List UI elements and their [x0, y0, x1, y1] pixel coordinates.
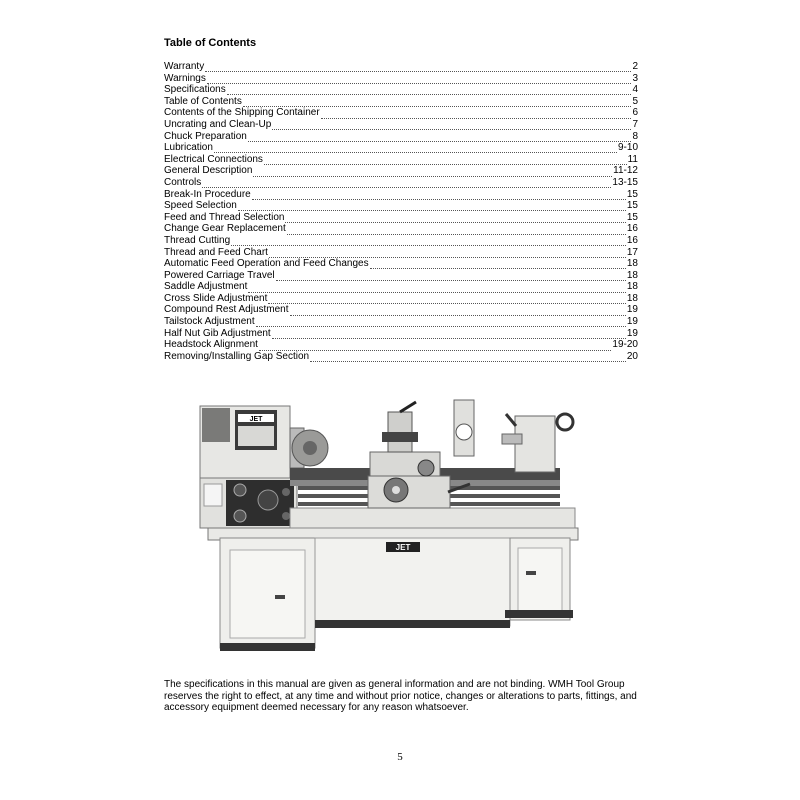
toc-entry-page: 19 — [626, 304, 638, 316]
toc-entry-label: Warnings — [164, 72, 206, 84]
toc-entry-label: Uncrating and Clean-Up — [164, 118, 272, 130]
toc-leader-dots — [231, 237, 626, 246]
toc-entry-page: 8 — [632, 130, 638, 142]
toc-entry — [164, 223, 638, 235]
toc-leader-dots — [202, 179, 611, 188]
toc-entry — [164, 328, 638, 340]
toc-entry-label: Feed and Thread Selection — [164, 211, 285, 223]
toc-entry-label: Compound Rest Adjustment — [164, 304, 289, 316]
toc-title: Table of Contents — [164, 37, 257, 49]
toc-entry — [164, 73, 638, 85]
disclaimer-text: The specifications in this manual are given as general information and are not binding. WMH Tool Group reserves the right to effect, at any time and without prior notice, changes or alterations to parts, fittings, and accessory equipment deemed necessary for any reason whatsoever. — [164, 679, 637, 714]
toc-entry-label: Lubrication — [164, 142, 213, 154]
toc-entry-label: Speed Selection — [164, 200, 237, 212]
toc-entry-page: 18 — [626, 292, 638, 304]
toc-leader-dots — [253, 168, 612, 177]
toc-entry-page: 18 — [626, 258, 638, 270]
toc-entry — [164, 84, 638, 96]
toc-entry-label: Tailstock Adjustment — [164, 316, 255, 328]
toc-entry — [164, 200, 638, 212]
toc-entry-label: Saddle Adjustment — [164, 281, 248, 293]
toc-entry-page: 13-15 — [612, 176, 638, 188]
toc-entry — [164, 212, 638, 224]
toc-entry-page: 15 — [626, 188, 638, 200]
toc-entry — [164, 189, 638, 201]
toc-entry-page: 9-10 — [617, 142, 638, 154]
toc-entry-page: 16 — [626, 223, 638, 235]
page-number: 5 — [397, 751, 403, 763]
toc-entry — [164, 247, 638, 259]
toc-leader-dots — [264, 156, 627, 165]
toc-leader-dots — [205, 63, 631, 72]
toc-leader-dots — [252, 191, 626, 200]
toc-leader-dots — [272, 330, 626, 339]
toc-leader-dots — [287, 226, 626, 235]
toc-leader-dots — [248, 284, 625, 293]
toc-leader-dots — [310, 353, 626, 362]
toc-leader-dots — [269, 249, 626, 258]
toc-entry — [164, 165, 638, 177]
toc-entry-page: 2 — [632, 61, 638, 72]
toc-leader-dots — [321, 110, 632, 119]
toc-entry-page: 11-12 — [613, 165, 638, 177]
toc-entry-page: 11 — [627, 153, 638, 165]
lathe-photo — [190, 388, 590, 663]
toc-entry-page: 3 — [632, 72, 638, 84]
toc-entry — [164, 177, 638, 189]
table-of-contents — [164, 61, 638, 362]
toc-leader-dots — [272, 121, 631, 130]
toc-entry — [164, 235, 638, 247]
toc-entry-page: 15 — [626, 200, 638, 212]
toc-leader-dots — [238, 202, 626, 211]
toc-entry — [164, 304, 638, 316]
toc-entry-page: 6 — [632, 107, 638, 119]
toc-entry-page: 19 — [626, 327, 638, 339]
toc-entry-label: General Description — [164, 165, 253, 177]
toc-entry-label: Chuck Preparation — [164, 130, 247, 142]
toc-entry-page: 5 — [632, 95, 638, 107]
toc-entry-label: Thread Cutting — [164, 234, 231, 246]
toc-entry — [164, 351, 638, 363]
toc-entry-page: 18 — [626, 269, 638, 281]
toc-entry — [164, 154, 638, 166]
toc-entry-page: 18 — [626, 281, 638, 293]
toc-entry-label: Half Nut Gib Adjustment — [164, 327, 271, 339]
toc-entry — [164, 119, 638, 131]
toc-leader-dots — [259, 342, 611, 351]
toc-entry — [164, 270, 638, 282]
toc-entry-label: Headstock Alignment — [164, 339, 258, 351]
toc-leader-dots — [268, 295, 625, 304]
toc-entry — [164, 96, 638, 108]
toc-entry-page: 7 — [632, 118, 638, 130]
toc-leader-dots — [243, 98, 632, 107]
toc-entry — [164, 293, 638, 305]
toc-leader-dots — [290, 307, 626, 316]
toc-entry-label: Contents of the Shipping Container — [164, 107, 320, 119]
toc-entry-label: Warranty — [164, 61, 205, 72]
toc-entry-label: Removing/Installing Gap Section — [164, 350, 310, 362]
toc-entry-label: Change Gear Replacement — [164, 223, 286, 235]
toc-entry-label: Break-In Procedure — [164, 188, 251, 200]
toc-entry-label: Powered Carriage Travel — [164, 269, 275, 281]
toc-entry-label: Specifications — [164, 84, 226, 96]
toc-entry-page: 15 — [626, 211, 638, 223]
toc-entry-page: 17 — [626, 246, 638, 258]
toc-leader-dots — [227, 86, 632, 95]
toc-entry — [164, 142, 638, 154]
toc-leader-dots — [285, 214, 625, 223]
toc-leader-dots — [214, 144, 617, 153]
toc-entry — [164, 131, 638, 143]
toc-entry-label: Automatic Feed Operation and Feed Changes — [164, 258, 369, 270]
toc-entry-label: Cross Slide Adjustment — [164, 292, 268, 304]
toc-entry — [164, 339, 638, 351]
toc-leader-dots — [256, 318, 626, 327]
toc-leader-dots — [248, 133, 632, 142]
jet-badge-text: JET — [395, 543, 411, 552]
toc-entry — [164, 61, 638, 73]
toc-entry-page: 16 — [626, 234, 638, 246]
toc-leader-dots — [276, 272, 626, 281]
toc-entry-label: Thread and Feed Chart — [164, 246, 268, 258]
toc-entry-page: 19-20 — [612, 339, 638, 351]
svg-text:JET: JET — [249, 416, 263, 423]
toc-entry-label: Electrical Connections — [164, 153, 263, 165]
toc-leader-dots — [370, 260, 626, 269]
toc-entry — [164, 107, 638, 119]
toc-entry — [164, 316, 638, 328]
toc-leader-dots — [207, 75, 632, 84]
toc-entry-page: 20 — [626, 350, 638, 362]
toc-entry — [164, 258, 638, 270]
toc-entry-page: 4 — [632, 84, 638, 96]
toc-entry-page: 19 — [626, 316, 638, 328]
toc-entry — [164, 281, 638, 293]
toc-entry-label: Controls — [164, 176, 202, 188]
toc-entry-label: Table of Contents — [164, 95, 242, 107]
